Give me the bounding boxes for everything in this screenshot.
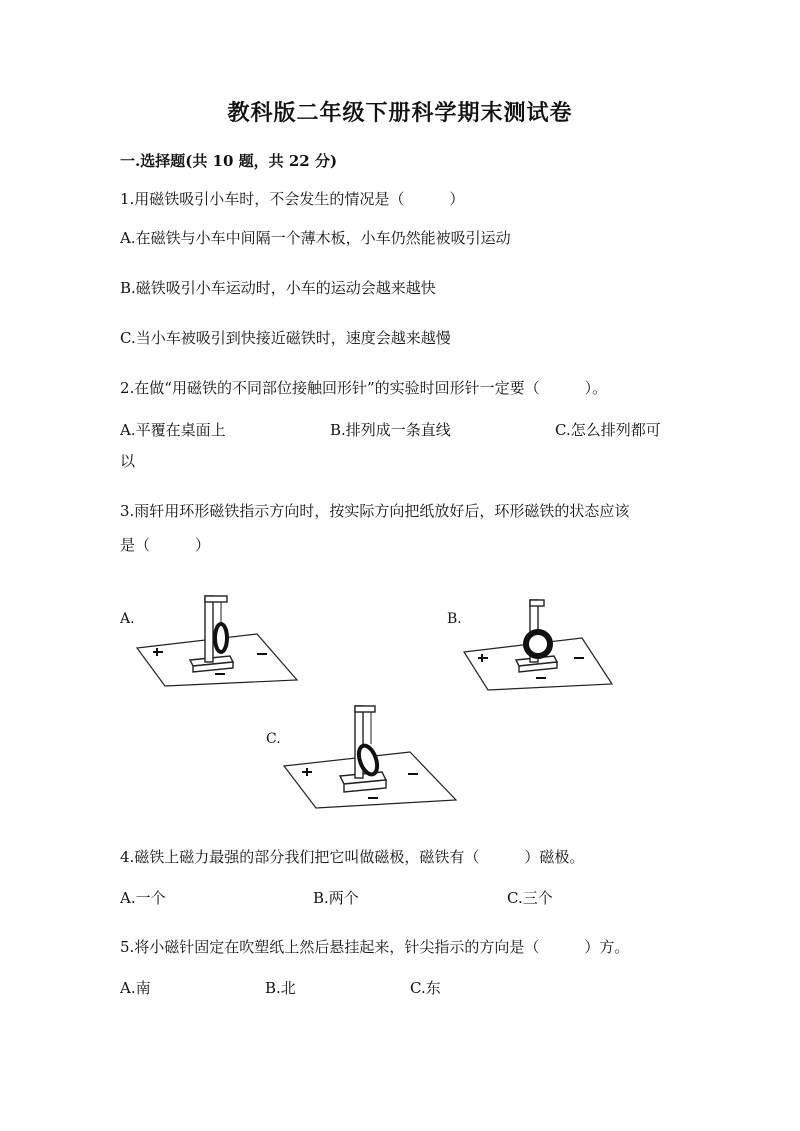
- question-5-option-c: C.东: [410, 979, 441, 997]
- question-4-option-b: B.两个: [313, 889, 359, 907]
- section-heading: 一.选择题(共 10 题，共 22 分): [120, 152, 338, 170]
- question-4-option-a: A.一个: [120, 889, 166, 907]
- page-title: 教科版二年级下册科学期末测试卷: [227, 100, 573, 126]
- question-1-stem: 1.用磁铁吸引小车时，不会发生的情况是（ ）: [120, 190, 465, 208]
- question-2-option-c: C.怎么排列都可: [555, 421, 661, 439]
- question-5-option-b: B.北: [265, 979, 296, 997]
- question-1-option-b: B.磁铁吸引小车运动时，小车的运动会越来越快: [120, 279, 436, 297]
- question-1-option-a: A.在磁铁与小车中间隔一个薄木板，小车仍然能被吸引运动: [120, 229, 511, 247]
- question-5-option-a: A.南: [120, 979, 151, 997]
- question-4-stem: 4.磁铁上磁力最强的部分我们把它叫做磁极，磁铁有（ ）磁极。: [120, 848, 585, 866]
- question-2-option-c-wrap: 以: [120, 452, 136, 470]
- question-2-option-a: A.平覆在桌面上: [120, 421, 226, 439]
- question-3-option-c-label: C.: [266, 731, 281, 747]
- ring-magnet-figure-a: [135, 590, 305, 690]
- question-3-option-b-label: B.: [447, 611, 462, 627]
- question-3-stem-line-1: 3.雨轩用环形磁铁指示方向时，按实际方向把纸放好后，环形磁铁的状态应该: [120, 502, 630, 520]
- ring-magnet-figure-c: [282, 704, 462, 814]
- question-2-stem: 2.在做“用磁铁的不同部位接触回形针”的实验时回形针一定要（ ）。: [120, 379, 608, 397]
- question-1-option-c: C.当小车被吸引到快接近磁铁时，速度会越来越慢: [120, 329, 451, 347]
- question-5-stem: 5.将小磁针固定在吹塑纸上然后悬挂起来，针尖指示的方向是（ ）方。: [120, 938, 630, 956]
- ring-magnet-figure-b: [462, 596, 622, 696]
- question-3-option-a-label: A.: [120, 611, 135, 627]
- question-4-option-c: C.三个: [507, 889, 553, 907]
- question-3-stem-line-2: 是（ ）: [120, 536, 211, 554]
- question-2-option-b: B.排列成一条直线: [330, 421, 451, 439]
